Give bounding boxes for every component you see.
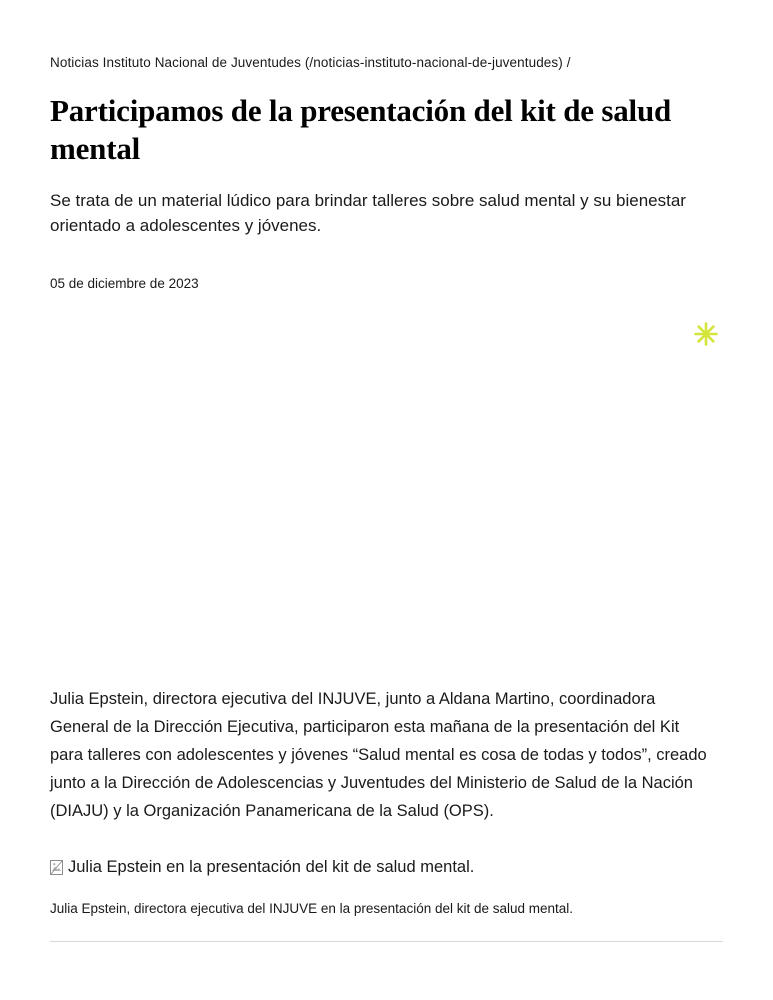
broken-image-icon bbox=[50, 860, 63, 875]
article-lead: Se trata de un material lúdico para brindar talleres sobre salud mental y su bienestar orientado a adolescentes y jóvenes. bbox=[50, 191, 686, 235]
article-date: 05 de diciembre de 2023 bbox=[50, 276, 199, 291]
article-media-area bbox=[50, 293, 723, 685]
breadcrumb bbox=[50, 0, 723, 72]
broken-image-placeholder bbox=[50, 855, 723, 879]
article-body: Julia Epstein, directora ejecutiva del INJUVE, junto a Aldana Martino, coordinadora General de la Dirección Ejecutiva, participaron esta mañana de la presentación del Kit para talleres con adolescentes y jóvenes “Salud mental es cosa de todas y todos”, creado junto a la Dirección de Adolescencias y Juventudes del Ministerio de Salud de la Nación (DIAJU) y la Organización Panamericana de la Salud (OPS). bbox=[50, 690, 707, 820]
page-title: Participamos de la presentación del kit de salud mental bbox=[50, 93, 672, 166]
section-divider bbox=[50, 941, 723, 942]
breadcrumb-separator: / bbox=[566, 55, 571, 70]
breadcrumb-link-noticias[interactable]: Noticias Instituto Nacional de Juventudes (/noticias-instituto-nacional-de-juventudes) bbox=[50, 55, 563, 70]
spark-icon bbox=[693, 321, 719, 347]
image-caption: Julia Epstein, directora ejecutiva del INJUVE en la presentación del kit de salud mental. bbox=[50, 901, 574, 916]
broken-image-alt-text: Julia Epstein en la presentación del kit de salud mental. bbox=[68, 858, 475, 876]
